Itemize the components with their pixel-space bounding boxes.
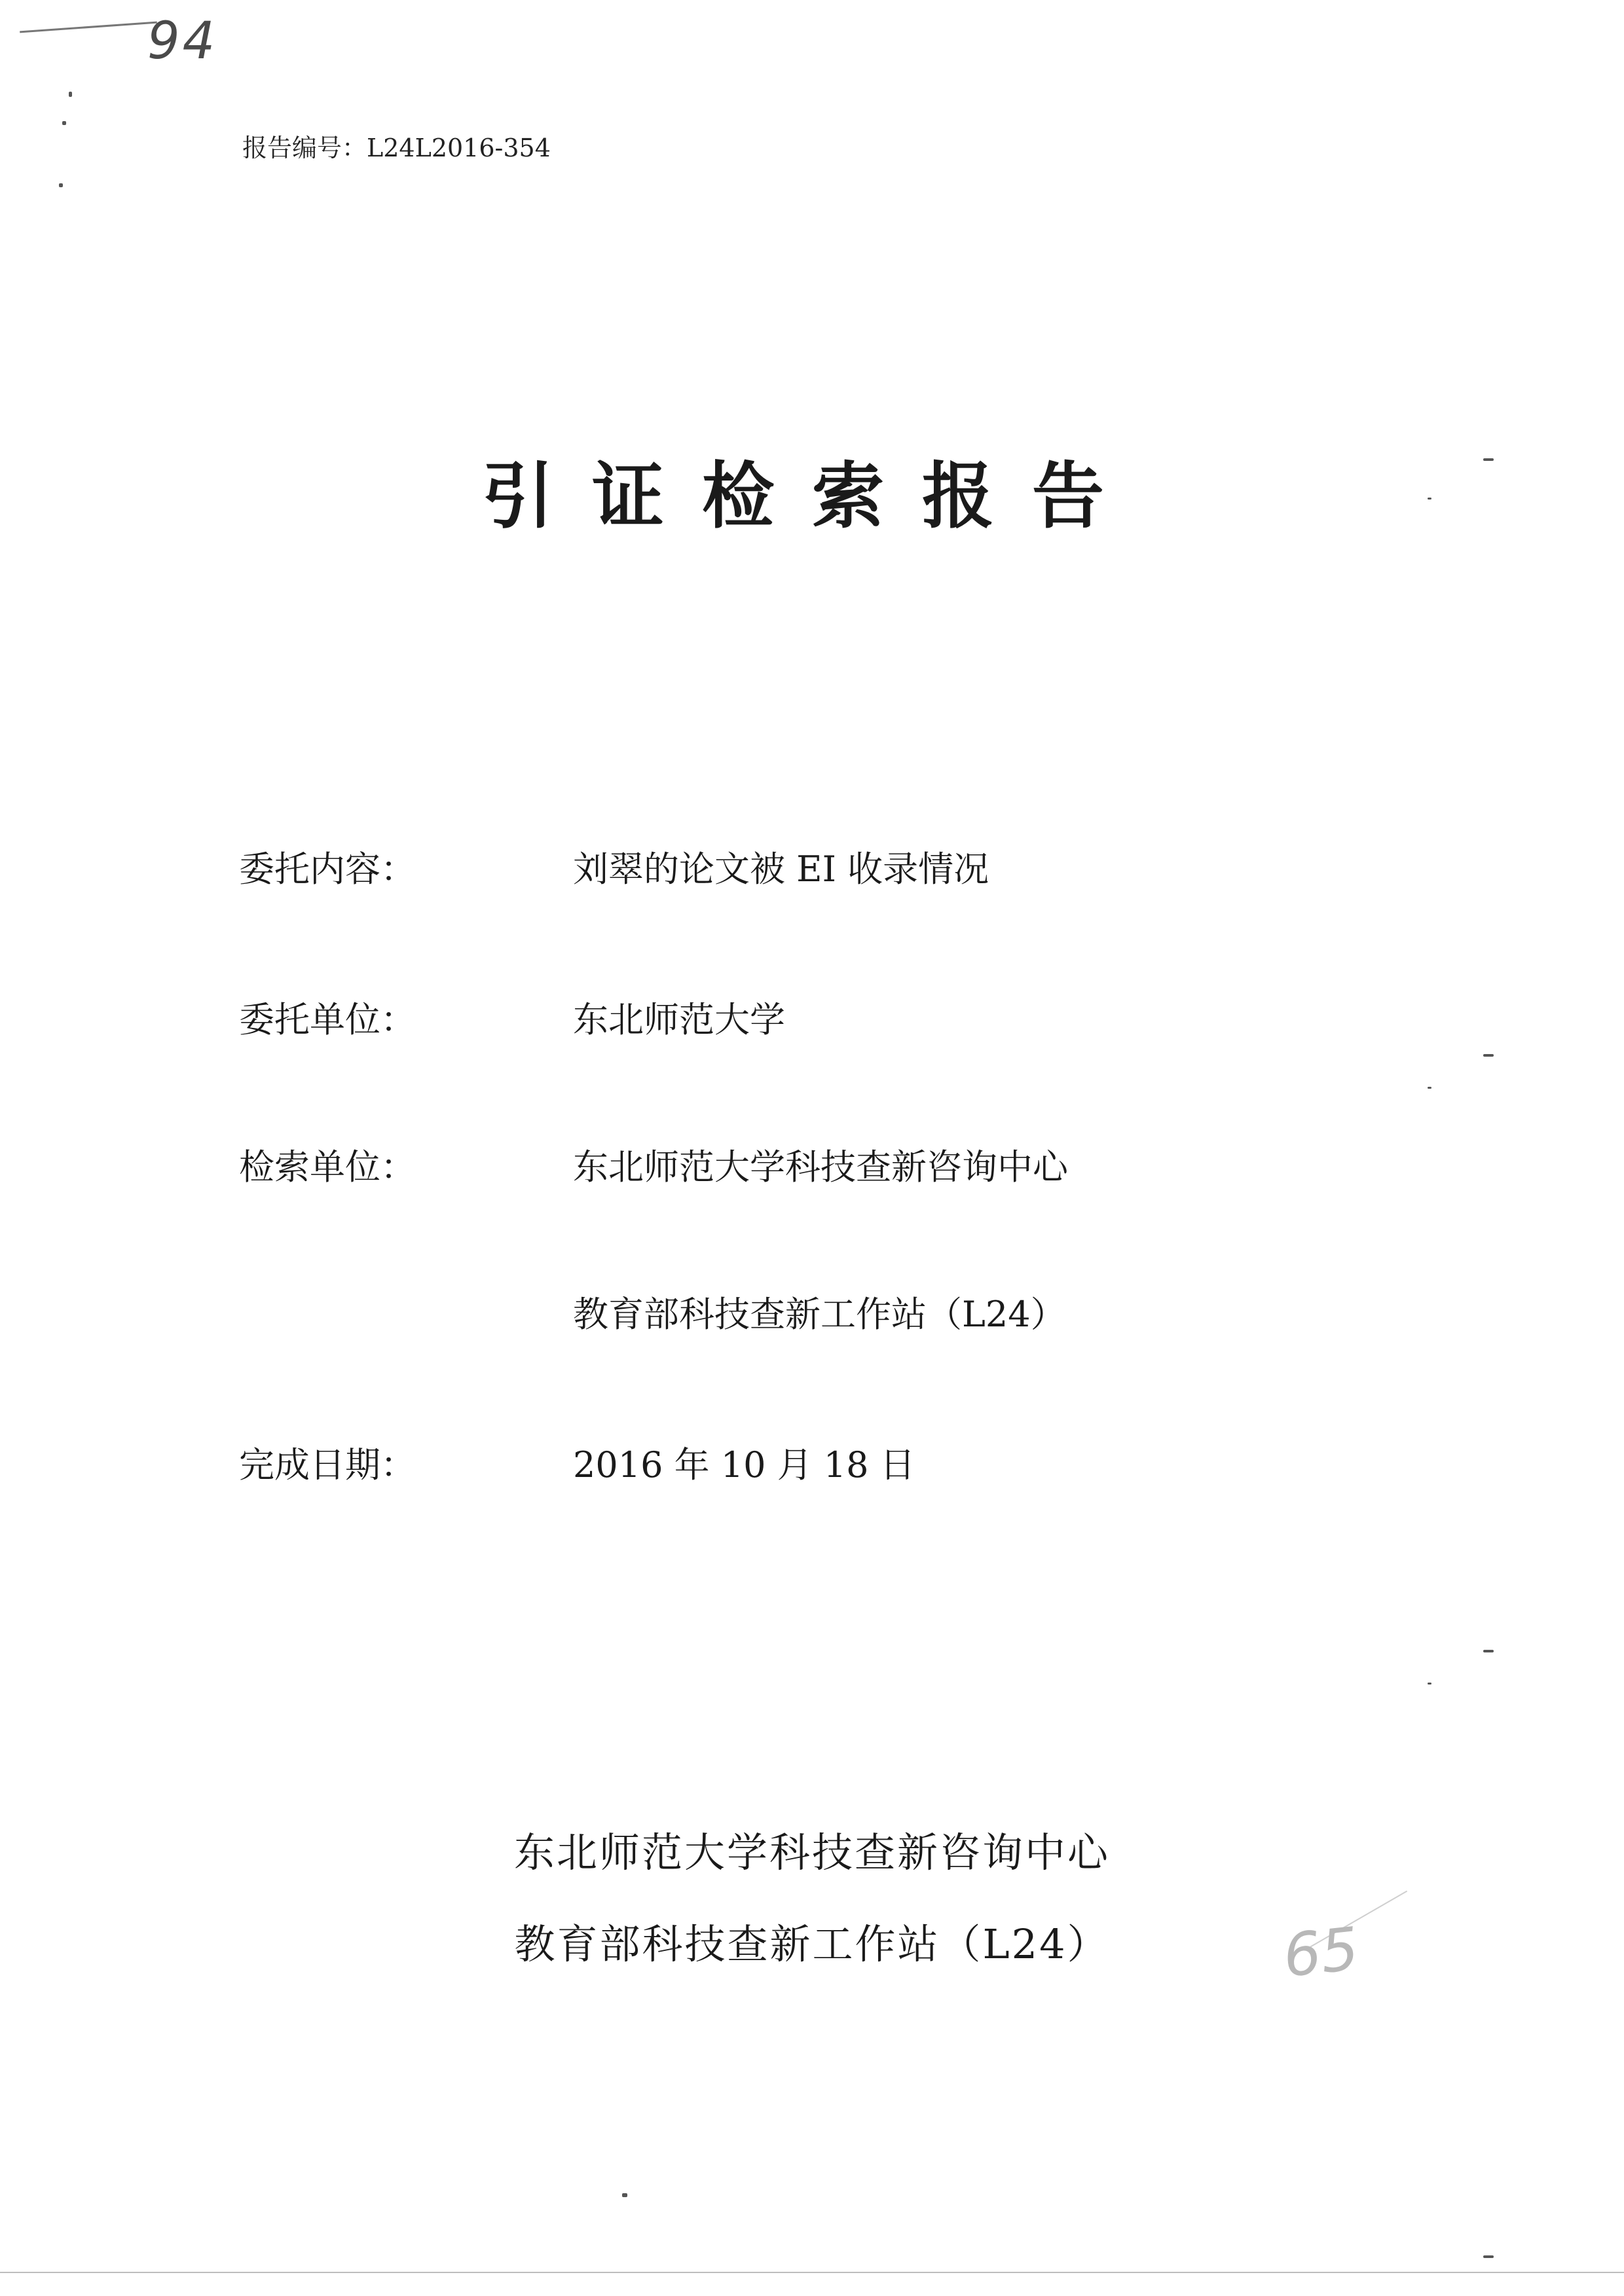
scan-speck [1483, 1650, 1494, 1652]
field-label-commission-content: 委托内容： [239, 848, 416, 890]
scan-speck [1428, 1087, 1431, 1089]
handwritten-side-number: 65 [1280, 1914, 1362, 1991]
field-value-completion-date: 2016 年 10 月 18 日 [573, 1444, 915, 1485]
field-value-commissioning-unit: 东北师范大学 [573, 999, 785, 1040]
field-value-commission-content: 刘翠的论文被 EI 收录情况 [573, 848, 989, 890]
handwritten-dash [20, 22, 157, 33]
field-label-search-unit: 检索单位： [239, 1146, 416, 1188]
handwritten-page-number: 94 [147, 12, 218, 71]
field-value-search-unit-station: 教育部科技查新工作站（L24） [573, 1294, 1066, 1335]
scan-speck [69, 92, 72, 97]
field-label-commissioning-unit: 委托单位： [239, 999, 416, 1040]
scan-speck [1483, 1054, 1494, 1057]
scan-speck [59, 183, 63, 187]
scan-speck [62, 121, 66, 125]
footer-organization: 东北师范大学科技查新咨询中心 [513, 1829, 1110, 1876]
field-label-completion-date: 完成日期： [239, 1444, 416, 1485]
report-number: 报告编号：L24L2016-354 [242, 134, 551, 162]
report-title: 引证检索报告 [482, 454, 1142, 538]
scan-speck [1483, 2255, 1494, 2258]
scan-speck [1428, 1683, 1431, 1685]
scan-speck [622, 2193, 627, 2197]
footer-station: 教育部科技查新工作站（L24） [514, 1920, 1110, 1968]
field-value-search-unit: 东北师范大学科技查新咨询中心 [573, 1146, 1068, 1188]
scan-edge-line [0, 2272, 1624, 2273]
